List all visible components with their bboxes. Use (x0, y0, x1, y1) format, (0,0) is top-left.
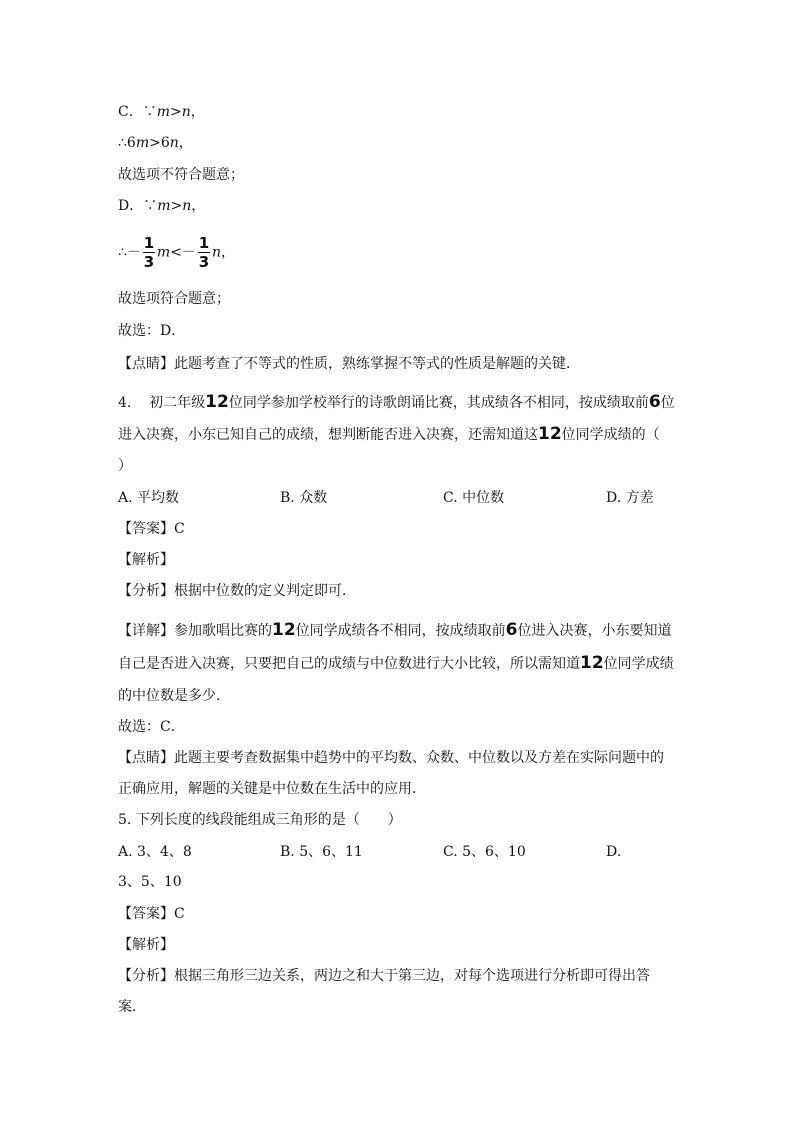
q4-analysis: 【分析】根据中位数的定义判定即可． (118, 583, 356, 599)
q5-analysis-line-2: 案． (118, 999, 146, 1015)
option-c-conclusion: 故选项不符合题意； (118, 167, 244, 183)
option-d-conclusion: 故选项符合题意； (118, 291, 230, 307)
q5-option-d-value: 3、5、10 (118, 874, 182, 890)
q4-stem-line-2: 进入决赛，小东已知自己的成绩，想判断能否进入决赛，还需知道这12位同学成绩的（ (118, 424, 660, 444)
q4-analysis-label: 【解析】 (118, 552, 174, 568)
q4-option-a: A. 平均数 (118, 490, 180, 506)
q4-answer: 【答案】C (118, 521, 185, 537)
q5-option-b: B. 5、6、11 (280, 844, 363, 860)
fraction-one-third: $\frac{1}{3}$ (198, 234, 210, 271)
option-c-result: ∴6m>6n， (118, 135, 193, 151)
q4-comment-line-1: 【点睛】此题主要考查数据集中趋势中的平均数、众数、中位数以及方差在实际问题中的 (118, 750, 664, 766)
option-c-condition: C．∵m>n， (118, 104, 205, 120)
q5-option-a: A. 3、4、8 (118, 844, 192, 860)
q4-detail-line-3: 的中位数是多少． (118, 688, 230, 704)
q5-analysis-label: 【解析】 (118, 937, 174, 953)
q4-option-b: B. 众数 (280, 490, 328, 506)
q3-comment: 【点睛】此题考查了不等式的性质，熟练掌握不等式的性质是解题的关键． (118, 356, 580, 372)
q5-stem: 5. 下列长度的线段能组成三角形的是（ ） (118, 812, 402, 828)
q5-option-d: D. (606, 844, 622, 860)
option-d-result: ∴－ $\frac{1}{3}$ m<－ $\frac{1}{3}$ n， (118, 234, 235, 271)
q4-stem-line-1: 4. 初二年级12位同学参加学校举行的诗歌朗诵比赛，其成绩各不相同，按成绩取前6位 (118, 392, 675, 412)
fraction-one-third: $\frac{1}{3}$ (143, 234, 155, 271)
q5-answer: 【答案】C (118, 906, 185, 922)
q4-comment-line-2: 正确应用，解题的关键是中位数在生活中的应用． (118, 781, 426, 797)
q4-detail-line-2: 自己是否进入决赛，只要把自己的成绩与中位数进行大小比较，所以需知道12位同学成绩 (118, 653, 674, 673)
option-d-condition: D．∵m>n， (118, 198, 206, 214)
q4-option-c: C. 中位数 (443, 490, 505, 506)
q5-option-c: C. 5、6、10 (443, 844, 526, 860)
q5-analysis-line-1: 【分析】根据三角形三边关系，两边之和大于第三边，对每个选项进行分析即可得出答 (118, 968, 650, 984)
q4-detail-line-1: 【详解】参加歌唱比赛的12位同学成绩各不相同，按成绩取前6位进入决赛，小东要知道 (118, 620, 672, 640)
q4-stem-line-3: ） (118, 458, 132, 474)
q4-option-d: D. 方差 (606, 490, 654, 506)
q3-answer: 故选：D． (118, 323, 186, 339)
q4-choice: 故选：C． (118, 719, 185, 735)
